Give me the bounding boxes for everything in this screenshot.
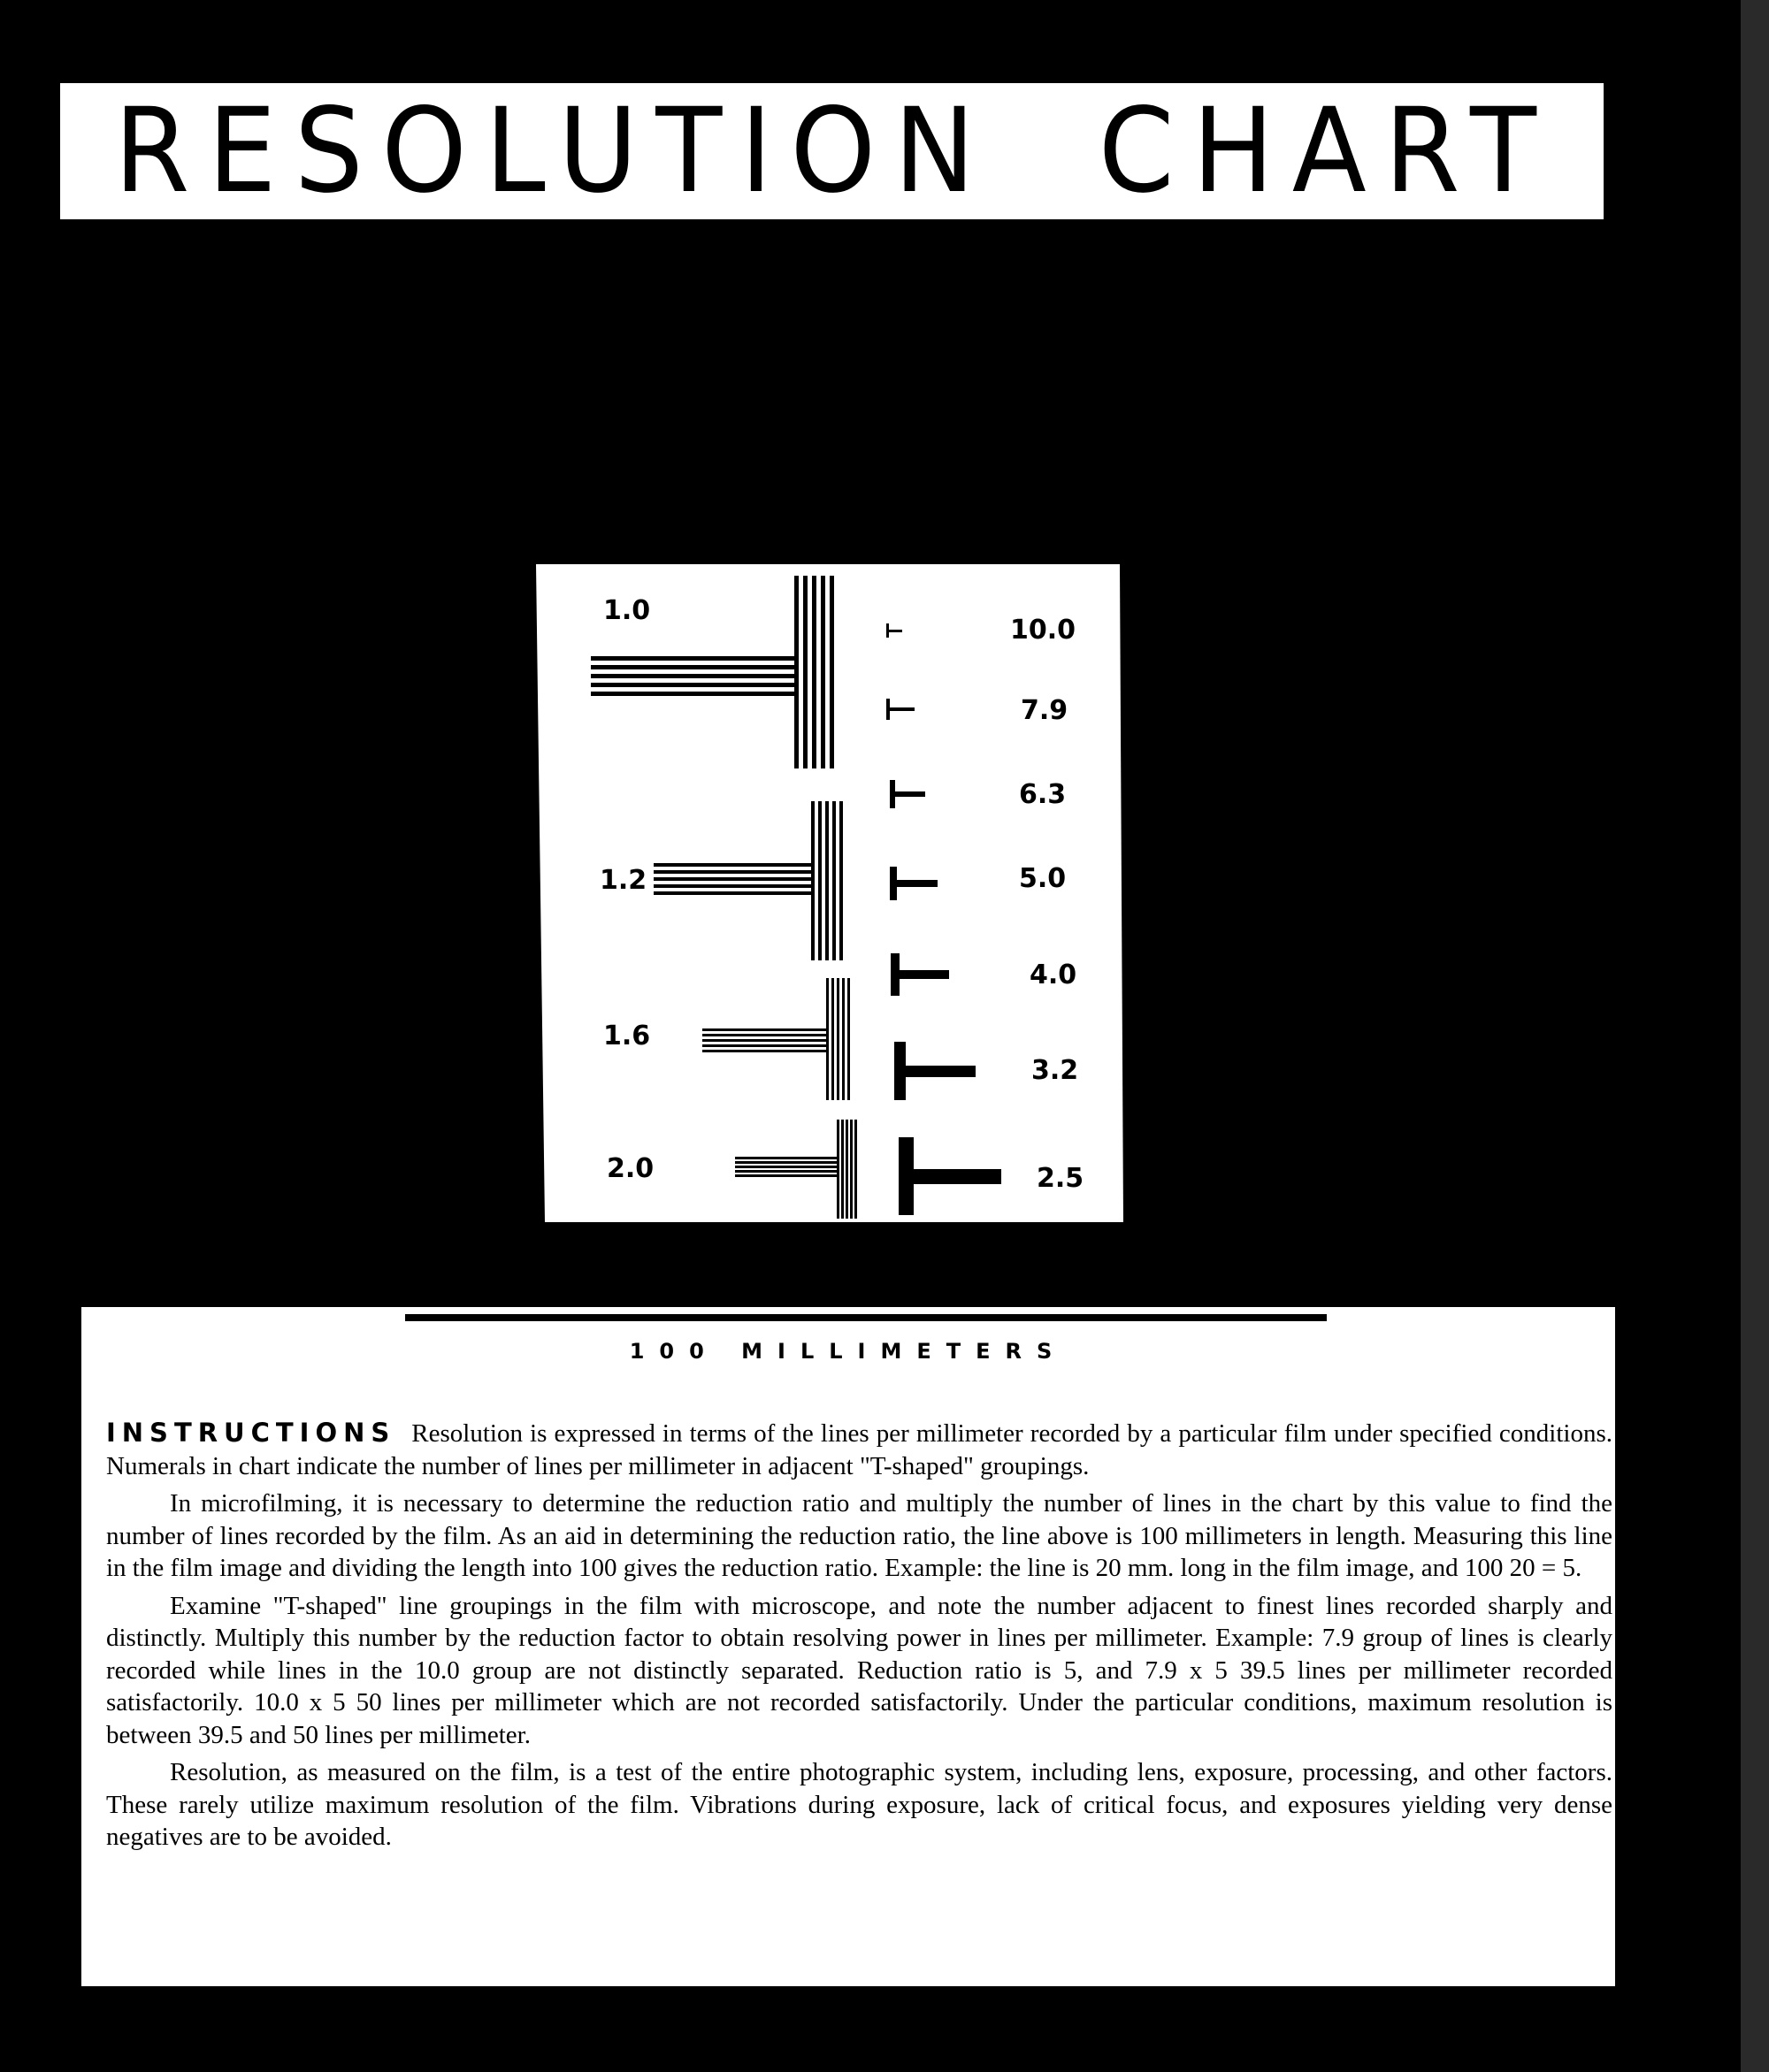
horizontal-line [702,1039,826,1042]
t-value-10-0: 10.0 [1010,615,1076,646]
instructions-heading: INSTRUCTIONS [106,1418,396,1448]
horizontal-line [591,674,794,678]
group-label-1-2: 1.2 [600,865,647,896]
horizontal-line [735,1166,837,1168]
instructions-paragraph-1-text: Resolution is expressed in terms of the lines per millimeter recorded by a particular film under specified conditions. Numerals in chart indicate the number of lines per millimeter in adjacent "T-shaped" groupings. [106,1419,1612,1480]
t-value-5-0: 5.0 [1019,863,1067,894]
vertical-line [850,1120,853,1219]
vertical-line [812,576,816,768]
horizontal-line [591,683,794,687]
vertical-line [846,1120,848,1219]
t-value-7-9: 7.9 [1021,695,1068,726]
vertical-line [854,1120,857,1219]
t-value-2-5: 2.5 [1037,1163,1084,1194]
scale-caption: 100 MILLIMETERS [629,1339,1068,1364]
horizontal-line [591,656,794,661]
title-banner [60,83,1604,219]
vertical-line [847,978,850,1100]
horizontal-line [591,692,794,696]
horizontal-line [702,1050,826,1052]
horizontal-line [735,1174,837,1177]
horizontal-line [702,1028,826,1031]
horizontal-line [654,884,811,888]
resolution-target [536,564,1123,1222]
vertical-line [818,801,822,960]
vertical-line [826,978,829,1100]
instructions-paragraph-2: In microfilming, it is necessary to determine the reduction ratio and multiply the number of lines in the chart by this value to find the number of lines recorded by the film. As an aid in determining the reduction ratio, the line above is 100 millimeters in length. Measuring this line in the film image and dividing the length into 100 gives the reduction ratio. Example: the line is 20 mm. long in the film image, and 100 20 = 5. [106,1489,1612,1582]
group-label-1-6: 1.6 [603,1021,651,1051]
resolution-target-graphic [536,564,1123,1222]
group-label-2-0: 2.0 [607,1153,655,1184]
page-title: RESOLUTION CHART [114,83,1555,219]
vertical-line [830,576,834,768]
vertical-line [842,978,845,1100]
vertical-line [825,801,829,960]
horizontal-line [654,870,811,874]
horizontal-line [702,1034,826,1036]
horizontal-line [654,877,811,881]
vertical-line [832,801,836,960]
horizontal-line [702,1044,826,1047]
horizontal-line [654,863,811,867]
instructions-paragraph-4: Resolution, as measured on the film, is a test of the entire photographic system, including lens, exposure, processing, and other factors. These rarely utilize maximum resolution of the film. Vibrations during exposure, lack of critical focus, and exposures yielding very dense negatives are to be avoided. [106,1758,1612,1851]
scale-bar-100mm [405,1314,1327,1321]
t-value-4-0: 4.0 [1030,960,1077,990]
horizontal-line [654,891,811,895]
vertical-line [821,576,825,768]
vertical-line [837,1120,839,1219]
vertical-line [794,576,799,768]
instructions-paragraph-1 [106,1417,1612,1482]
vertical-line [811,801,815,960]
horizontal-line [591,665,794,669]
vertical-line [837,978,839,1100]
vertical-line [839,801,843,960]
t-value-6-3: 6.3 [1019,779,1067,810]
vertical-line [841,1120,844,1219]
instructions-panel [81,1307,1615,1986]
vertical-line [831,978,834,1100]
vertical-line [803,576,808,768]
horizontal-line [735,1170,837,1173]
horizontal-line [735,1161,837,1164]
group-label-1-0: 1.0 [603,595,651,626]
scan-edge-strip [1741,0,1769,2072]
t-value-3-2: 3.2 [1031,1055,1079,1086]
instructions-paragraph-3: Examine "T-shaped" line groupings in the film with microscope, and note the number adjacent to finest lines recorded sharply and distinctly. Multiply this number by the reduction factor to obtain resolving power in lines per millimeter. Example: 7.9 group of lines is clearly recorded while lines in the 10.0 group are not distinctly separated. Reduction ratio is 5, and 7.9 x 5 39.5 lines per millimeter recorded satisfactorily. 10.0 x 5 50 lines per millimeter which are not recorded satisfactorily. Under the particular conditions, maximum resolution is between 39.5 and 50 lines per millimeter. [106,1591,1612,1749]
horizontal-line [735,1157,837,1159]
instructions-body [106,1417,1612,1859]
